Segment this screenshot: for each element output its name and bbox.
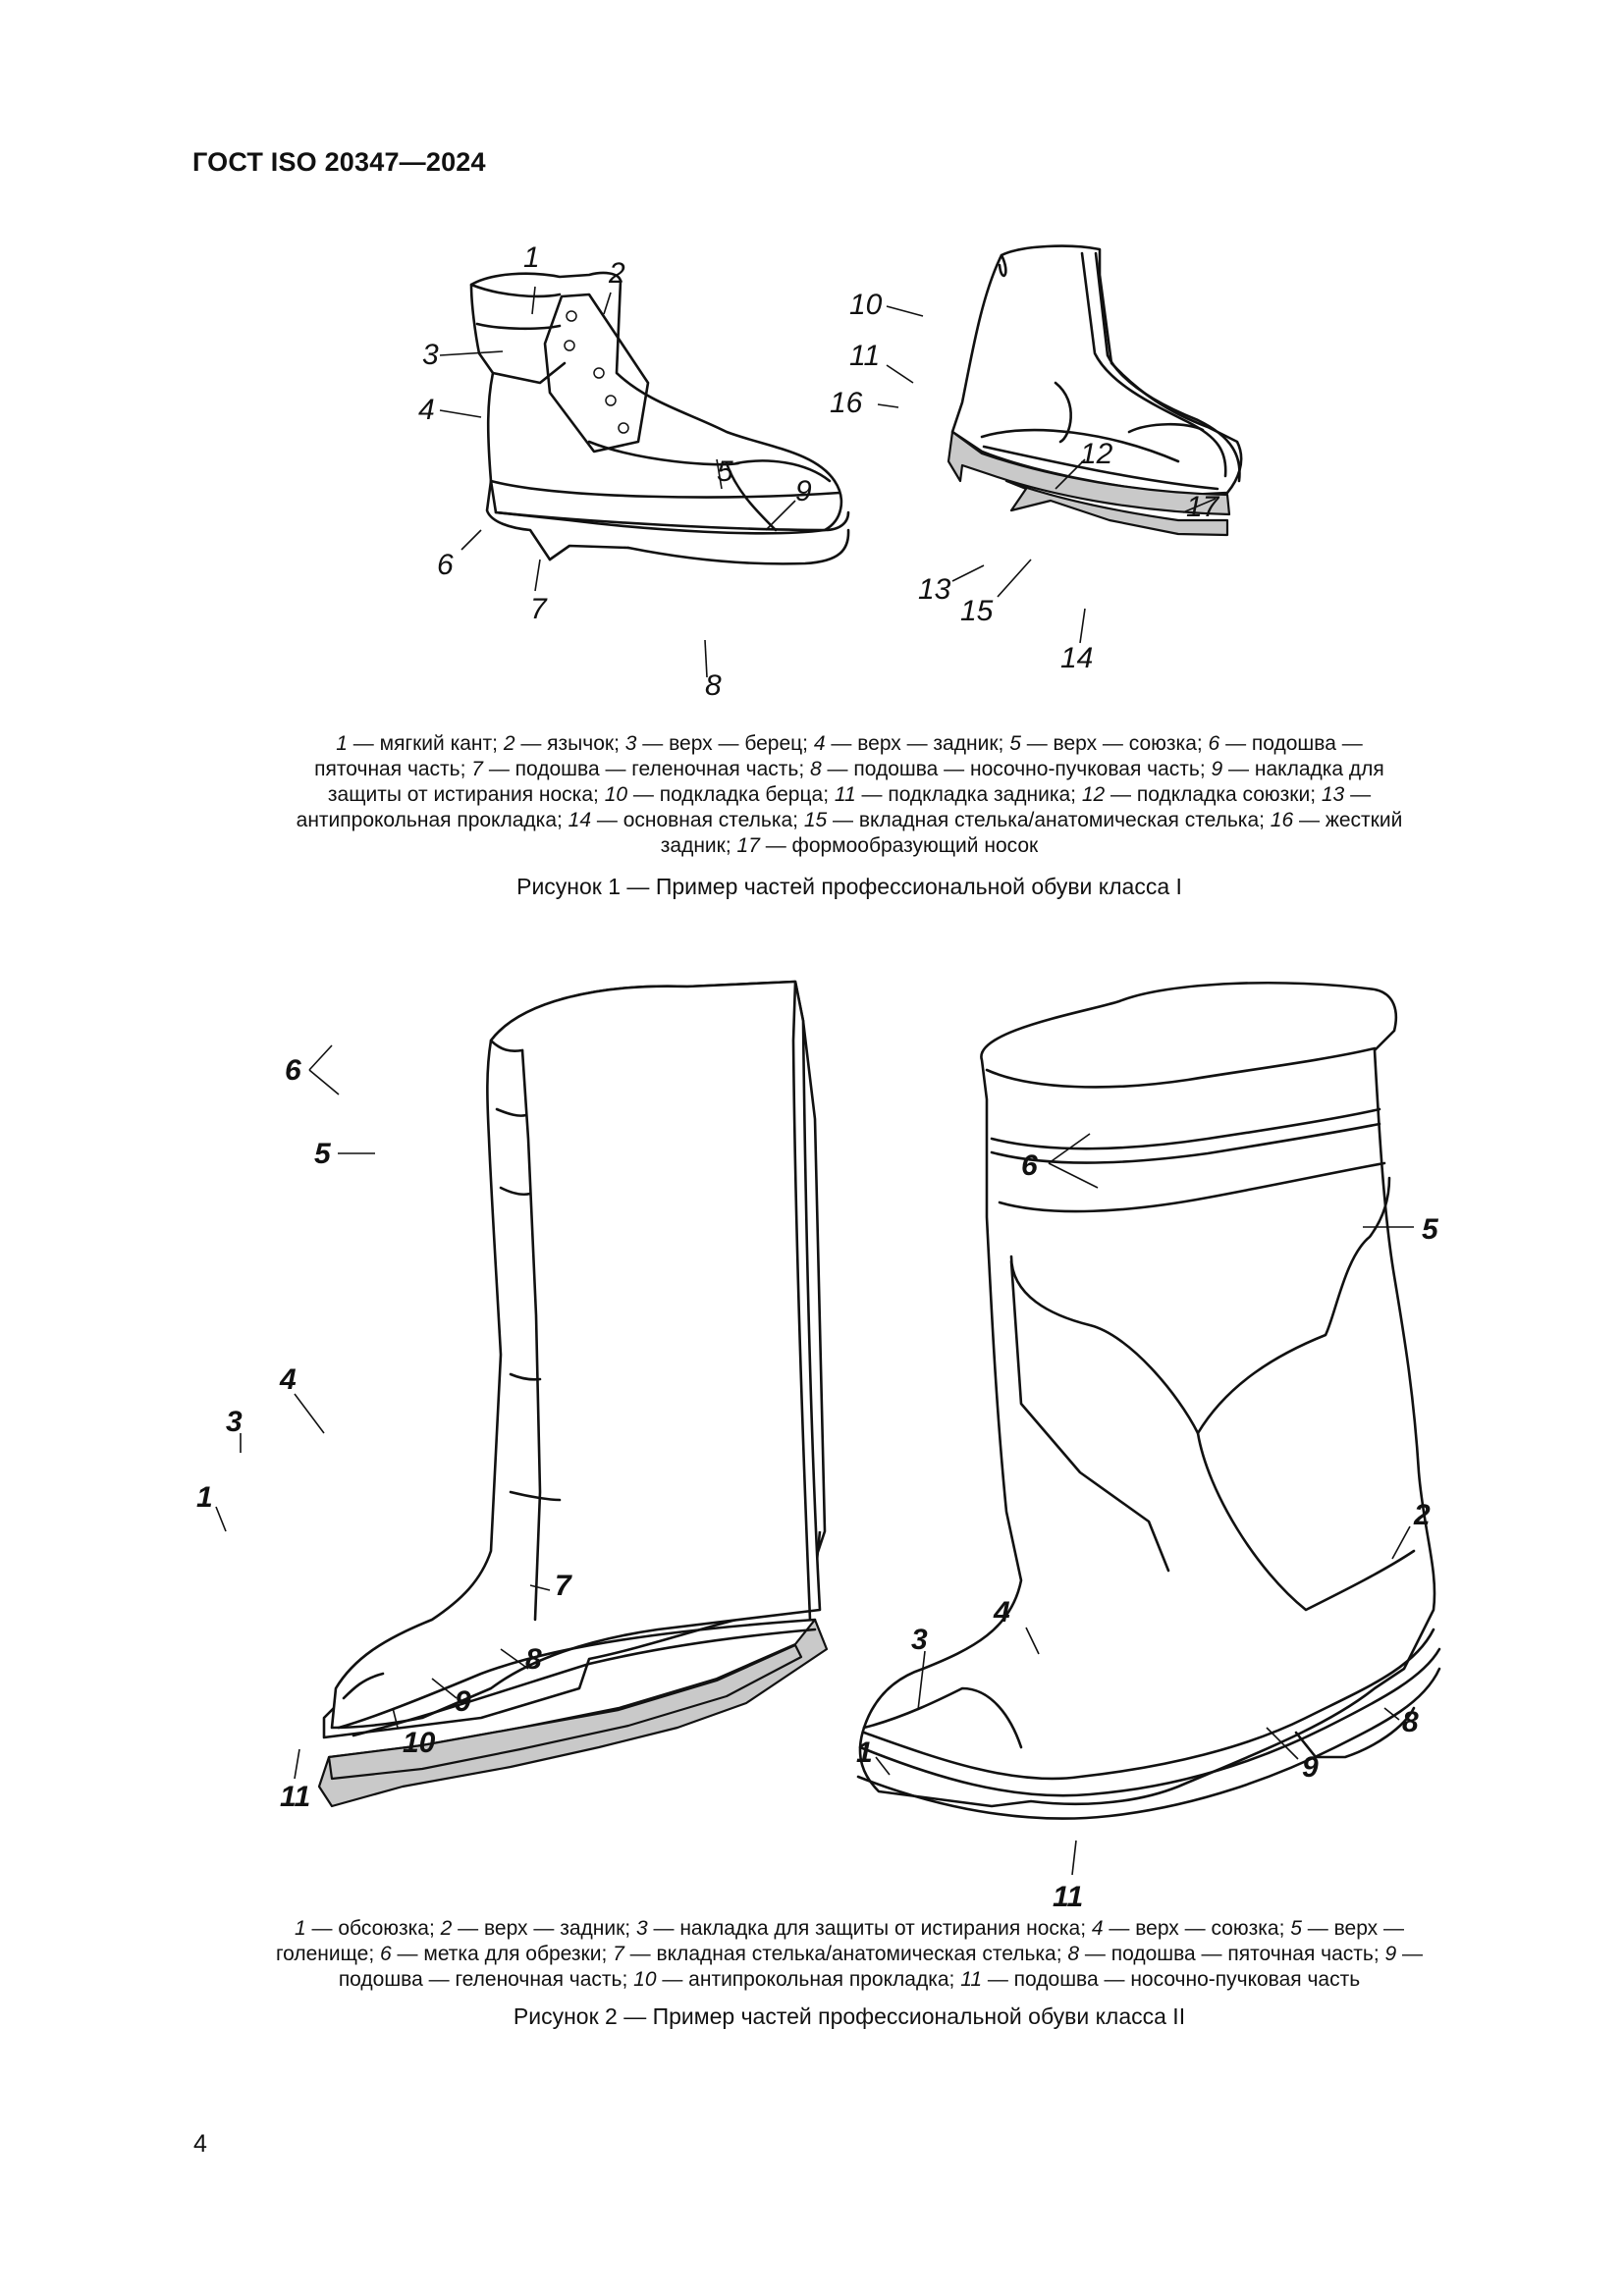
callout-1: 1 [196,1481,213,1514]
legend2-4-item: 4 — верх — союзка; [1091,1917,1291,1940]
legend2-9-item: 9 — подошва — геленочная часть; [338,1943,1424,1991]
callout-3: 3 [226,1406,243,1438]
callout-9: 9 [795,475,812,507]
callout-11: 11 [280,1781,311,1813]
figure-2-caption: Рисунок 2 — Пример частей профессиональной обуви класса II [513,2003,1186,2029]
figure-2-drawing [196,942,1473,1865]
page-number: 4 [193,2130,207,2158]
callout-16: 16 [830,387,863,419]
callout-11-right: 11 [1053,1881,1084,1913]
legend2-5-item: 5 — верх — голенище; [275,1917,1404,1965]
page-header: ГОСТ ISO 20347—2024 [192,147,486,177]
callout-10: 10 [849,289,883,321]
callout-6: 6 [437,549,454,581]
legend-8-item: 8 — подошва — носочно-пучковая часть; [810,758,1212,780]
callout-12: 12 [1080,438,1113,470]
legend2-11-item: 11 — подошва — носочно-пучковая часть [960,1968,1361,1991]
legend-15-item: 15 — вкладная стелька/анатомическая стелька; [803,809,1271,831]
legend2-1-item: 1 — обсоюзка; [295,1917,441,1940]
legend-11-item: 11 — подкладка задника; [834,783,1082,806]
callout-6-right: 6 [1021,1149,1038,1182]
legend-13-item: 13 — антипрокольная прокладка; [296,783,1372,831]
legend-12-item: 12 — подкладка союзки; [1081,783,1322,806]
callout-2-right: 2 [1414,1499,1431,1531]
callout-4: 4 [418,394,435,426]
legend-5-item: 5 — верх — союзка; [1009,732,1209,755]
legend2-7-item: 7 — вкладная стелька/анатомическая стелька; [613,1943,1068,1965]
legend-6-item: 6 — подошва — пяточная часть; [314,732,1363,780]
figure-1-drawing [393,236,1276,702]
callout-5-right: 5 [1422,1213,1438,1246]
callout-7: 7 [555,1570,571,1602]
callout-10: 10 [403,1727,436,1759]
tall-boot-exterior-illustration [858,983,1439,1818]
callout-8: 8 [525,1643,542,1676]
callout-15: 15 [960,595,994,627]
callout-1: 1 [523,241,540,274]
legend2-6-item: 6 — метка для обрезки; [380,1943,614,1965]
callout-5: 5 [314,1138,331,1170]
legend-2-item: 2 — язычок; [503,732,625,755]
callout-14: 14 [1060,642,1094,674]
legend-4-item: 4 — верх — задник; [813,732,1010,755]
callout-4: 4 [280,1363,297,1396]
callout-8-right: 8 [1402,1706,1419,1738]
callout-6: 6 [285,1054,301,1087]
callout-2: 2 [609,257,625,290]
ankle-boot-exterior-illustration [471,273,848,563]
callout-13: 13 [918,573,951,606]
legend-7-item: 7 — подошва — геленочная часть; [471,758,810,780]
callout-9: 9 [455,1685,471,1718]
callout-11: 11 [849,340,881,372]
callout-9-right: 9 [1302,1751,1319,1784]
ankle-boot-cutaway-illustration [619,187,1021,196]
legend-14-item: 14 — основная стелька; [568,809,804,831]
legend-16-item: 16 — жесткий задник; [660,809,1403,857]
legend-3-item: 3 — верх — берец; [624,732,814,755]
callout-1-right: 1 [856,1736,873,1769]
callout-4-right: 4 [994,1596,1010,1629]
callout-17: 17 [1186,491,1219,523]
callout-3-right: 3 [911,1624,928,1656]
legend2-10-item: 10 — антипрокольная прокладка; [633,1968,961,1991]
tall-boot-cutaway-illustration [319,982,827,1806]
legend-9-item: 9 — накладка для защиты от истирания носка; [327,758,1384,806]
figure-2-legend [250,1916,1448,1993]
figure-1-legend [295,731,1404,859]
figure-1-caption: Рисунок 1 — Пример частей профессиональной обуви класса I [516,874,1182,899]
callout-8: 8 [705,669,722,702]
legend2-3-item: 3 — накладка для защиты от истирания носка; [635,1917,1092,1940]
legend-1-item: 1 — мягкий кант; [336,732,504,755]
legend-17-item: 17 — формообразующий носок [736,834,1039,857]
callout-7: 7 [530,593,547,625]
legend2-8-item: 8 — подошва — пяточная часть; [1067,1943,1385,1965]
legend-10-item: 10 — подкладка берца; [604,783,835,806]
callout-5: 5 [717,455,733,488]
legend2-2-item: 2 — верх — задник; [440,1917,636,1940]
callout-3: 3 [422,339,439,371]
